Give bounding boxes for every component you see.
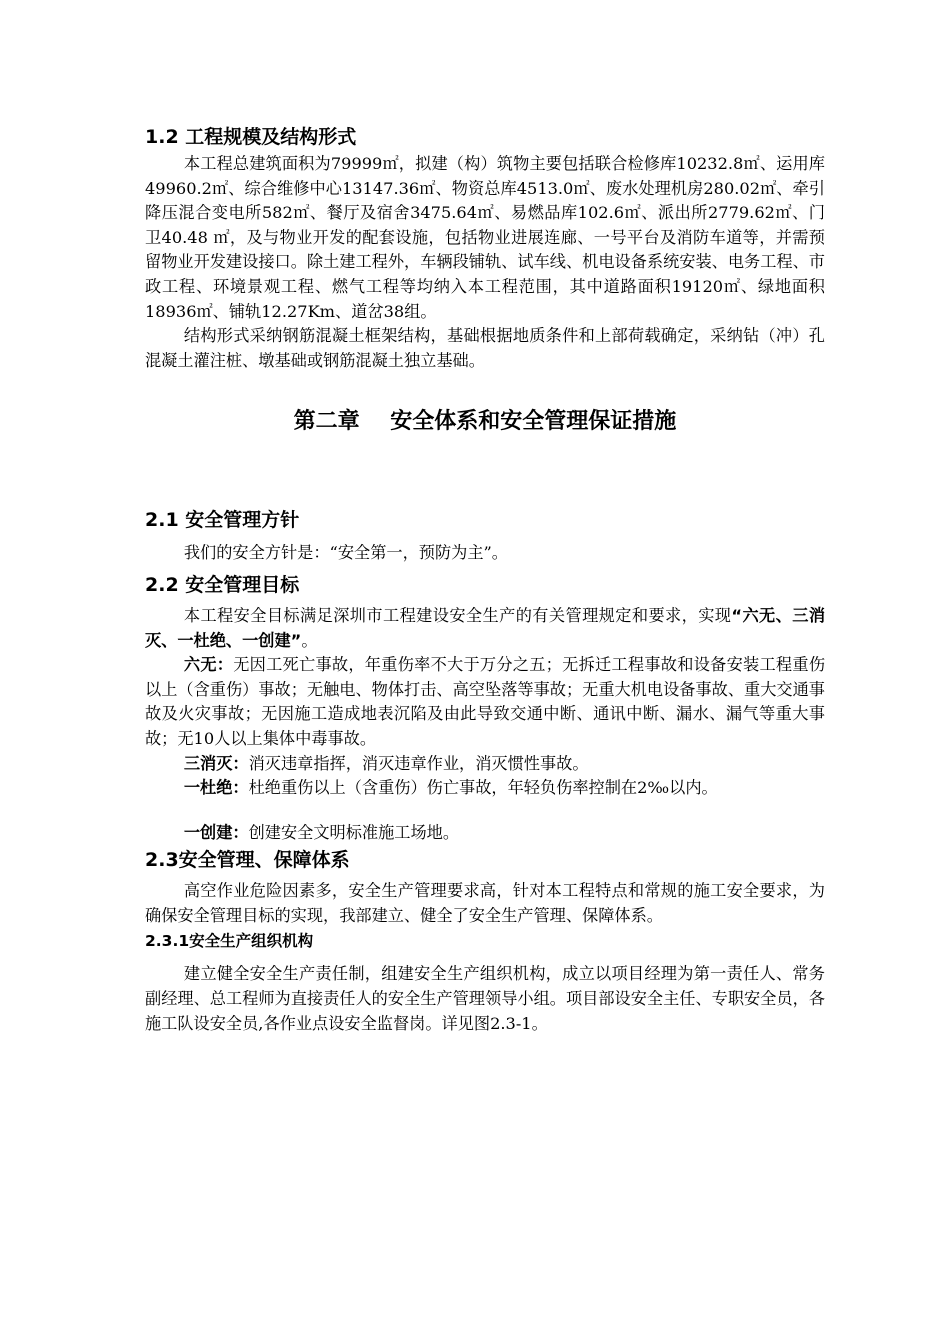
yichuangjian-label: 一创建：	[183, 822, 249, 842]
intro-end: 。	[301, 630, 318, 650]
goal-yidujue	[145, 776, 825, 801]
yidujue-label: 一杜绝：	[183, 778, 249, 798]
yidujue-text: 杜绝重伤以上（含重伤）伤亡事故，年轻负伤率控制在2‰以内。	[248, 778, 718, 798]
section-1-2-paragraph-structure: 结构形式采纳钢筋混凝土框架结构，基础根据地质条件和上部荷载确定，采纳钻（冲）孔混凝土灌注桩、墩基础或钢筋混凝土独立基础。	[145, 326, 825, 370]
section-2-2-heading: 2.2 安全管理目标	[145, 573, 300, 596]
section-2-3-1-heading: 2.3.1安全生产组织机构	[145, 932, 314, 951]
liuwu-text: 无因工死亡事故，年重伤率不大于万分之五；无拆迁工程事故和设备安装工程重伤以上（含重伤）事故；无触电、物体打击、高空坠落等事故；无重大机电设备事故、重大交通事故及火灾事故；无因施工造成地表沉陷及由此导致交通中断、通讯中断、漏水、漏气等重大事故；无10人以上集体中毒事故。	[145, 655, 826, 748]
goal-liuwu	[145, 653, 825, 751]
sanxiaomie-text: 消灭违章指挥，消灭违章作业，消灭惯性事故。	[248, 753, 589, 773]
chapter-2-title: 第二章 安全体系和安全管理保证措施	[293, 409, 677, 435]
liuwu-label: 六无：	[183, 655, 234, 675]
section-2-2-intro	[145, 604, 825, 653]
goal-yichuangjian	[145, 821, 825, 846]
section-1-2-paragraph-scale: 本工程总建筑面积为79999㎡，拟建（构）筑物主要包括联合检修库10232.8㎡、运用库49960.2㎡、综合维修中心13147.36㎡、物资总库4513.0㎡、废水处理机房280.02㎡、牵引降压混合变电所582㎡、餐厅及宿舍3475.64㎡、易燃品库102.6㎡、派出所2779.62㎡、门卫40.48 ㎡，及与物业开发的配套设施，包括物业进展连廊、一号平台及消防车道等，并需预留物业开发建设接口。除土建工程外，车辆段铺轨、试车线、机电设备系统安装、电务工程、市政工程、环境景观工程、燃气工程等均纳入本工程范围，其中道路面积19120㎡、绿地面积18936㎡、铺轨12.27Km、道岔38组。	[145, 154, 825, 321]
section-1-2-heading: 1.2 工程规模及结构形式	[145, 126, 357, 148]
document-page	[145, 122, 825, 1036]
section-2-1-heading: 2.1 安全管理方针	[145, 509, 300, 532]
intro-text: 本工程安全目标满足深圳市工程建设安全生产的有关管理规定和要求，实现	[183, 605, 732, 625]
sanxiaomie-label: 三消灭：	[183, 753, 249, 773]
section-2-1-paragraph: 我们的安全方针是：“安全第一，预防为主”。	[183, 543, 508, 563]
section-2-3-paragraph: 高空作业危险因素多，安全生产管理要求高，针对本工程特点和常规的施工安全要求，为确保安全管理目标的实现，我部建立、健全了安全生产管理、保障体系。	[145, 881, 825, 925]
goal-summary: “六无、三消灭、一杜绝、一创建”	[145, 605, 826, 650]
section-2-3-1-paragraph: 建立健全安全生产责任制，组建安全生产组织机构，成立以项目经理为第一责任人、常务副经理、总工程师为直接责任人的安全生产管理领导小组。项目部设安全主任、专职安全员，各施工队设安全员,各作业点设安全监督岗。详见图2.3-1。	[145, 964, 825, 1033]
goal-sanxiaomie	[145, 752, 825, 777]
yichuangjian-text: 创建安全文明标准施工场地。	[248, 822, 460, 842]
section-2-3-heading: 2.3安全管理、保障体系	[145, 849, 350, 872]
